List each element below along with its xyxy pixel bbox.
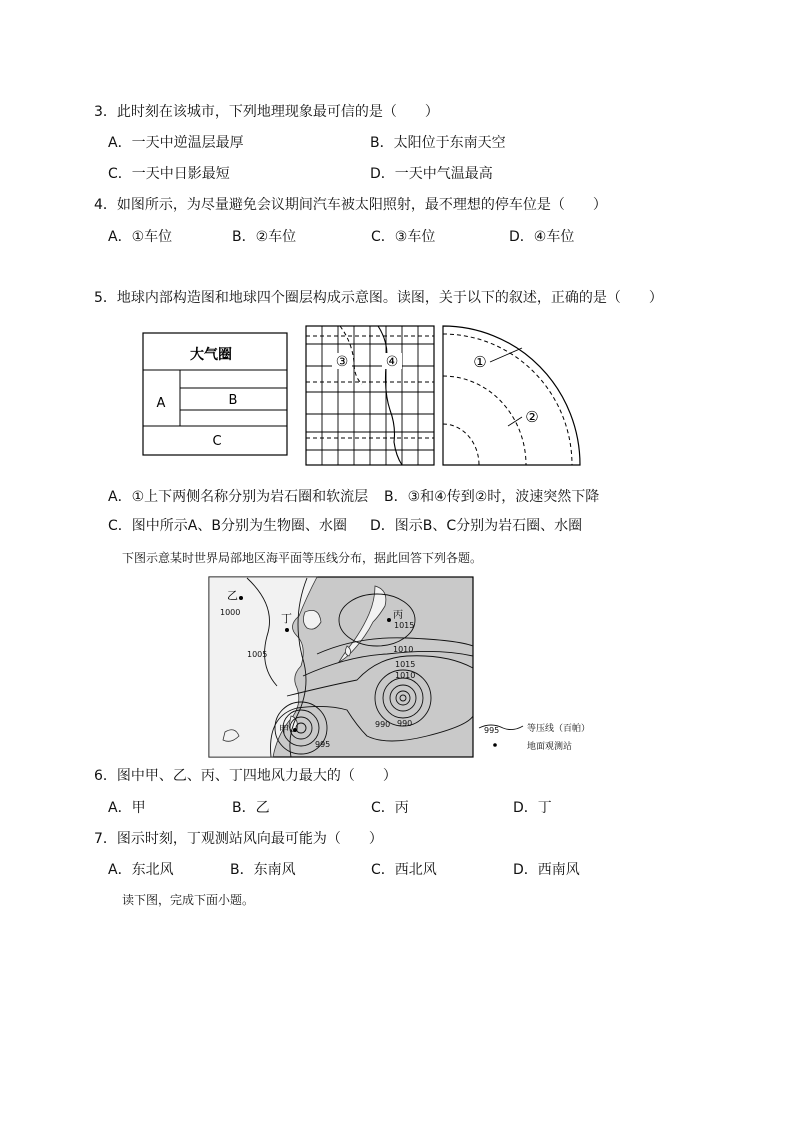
grid-label-3: ③: [335, 354, 349, 370]
question-4-stem: 4．如图所示，为尽量避免会议期间汽车被太阳照射，最不理想的停车位是（ ）: [94, 197, 607, 213]
question-5-option-c: C．图中所示A、B分别为生物圈、水圈: [108, 518, 347, 534]
box-title-atmosphere: 大气圈: [190, 347, 232, 363]
legend-station-dot: [493, 743, 497, 747]
question-3-option-c: C．一天中日影最短: [108, 166, 230, 182]
place-label-jia: 甲: [279, 725, 289, 736]
legend-station-text: 地面观测站: [527, 742, 573, 752]
isobar-label-1000: 1000: [220, 608, 241, 617]
question-7-stem: 7．图示时刻，丁观测站风向最可能为（ ）: [94, 831, 383, 847]
isobar-label-1015-b: 1015: [395, 660, 416, 669]
question-5-option-b: B．③和④传到②时，波速突然下降: [384, 489, 600, 505]
arc-label-2: ②: [525, 408, 539, 426]
place-label-bing: 丙: [393, 610, 403, 621]
isobar-label-1010-b: 1010: [395, 671, 416, 680]
arc-label-1: ①: [473, 353, 487, 371]
question-4-option-d: D．④车位: [509, 229, 575, 245]
question-5-option-d: D．图示B、C分别为岩石圈、水圈: [370, 518, 583, 534]
question-4-option-a: A．①车位: [108, 229, 173, 245]
question-3-option-d: D．一天中气温最高: [370, 166, 493, 182]
isobar-label-1005: 1005: [247, 650, 268, 659]
question-6-option-a: A．甲: [108, 800, 146, 816]
question-7-option-a: A．东北风: [108, 862, 174, 878]
station-ding: [285, 628, 289, 632]
question-5-option-a: A．①上下两侧名称分别为岩石圈和软流层: [108, 489, 369, 505]
isobar-label-990-b: 990: [397, 719, 413, 728]
isobar-label-1015-a: 1015: [394, 621, 415, 630]
question-7-option-d: D．西南风: [513, 862, 580, 878]
question-6-option-c: C．丙: [371, 800, 409, 816]
question-4-option-b: B．②车位: [232, 229, 297, 245]
sphere-box-diagram: [143, 333, 287, 455]
grid-diagram: [306, 326, 434, 465]
isobar-label-995: 995: [315, 740, 331, 749]
next-section-intro: 读下图，完成下面小题。: [122, 893, 255, 907]
box-label-c: C: [212, 434, 222, 449]
isobar-label-1010-a: 1010: [393, 645, 414, 654]
quarter-circle-diagram: [443, 326, 580, 465]
box-label-b: B: [228, 393, 238, 408]
place-label-ding: 丁: [281, 612, 292, 625]
grid-label-4: ④: [385, 354, 399, 370]
box-label-a: A: [156, 396, 166, 411]
legend-isobar-sample: 995: [484, 726, 500, 735]
question-3-option-b: B．太阳位于东南天空: [370, 135, 506, 151]
legend-isobar-text: 等压线（百帕）: [527, 724, 591, 734]
question-6-option-b: B．乙: [232, 800, 270, 816]
question-7-option-c: C．西北风: [371, 862, 437, 878]
map-intro-text: 下图示意某时世界局部地区海平面等压线分布，据此回答下列各题。: [122, 551, 483, 565]
question-4-option-c: C．③车位: [371, 229, 436, 245]
question-7-option-b: B．东南风: [230, 862, 296, 878]
isobar-map: [207, 576, 607, 758]
question-3-stem: 3．此时刻在该城市，下列地理现象最可信的是（ ）: [94, 104, 439, 120]
question-3-option-a: A．一天中逆温层最厚: [108, 135, 244, 151]
question-5-stem: 5．地球内部构造图和地球四个圈层构成示意图。读图，关于以下的叙述，正确的是（ ）: [94, 290, 663, 306]
station-yi: [239, 596, 243, 600]
map-legend: [479, 722, 590, 752]
earth-spheres-figure: [140, 322, 590, 468]
question-6-stem: 6．图中甲、乙、丙、丁四地风力最大的（ ）: [94, 768, 397, 784]
place-label-yi: 乙: [227, 589, 238, 602]
question-6-option-d: D．丁: [513, 800, 552, 816]
isobar-label-990-a: 990: [375, 720, 391, 729]
station-jia: [293, 728, 297, 732]
station-bing: [387, 618, 391, 622]
